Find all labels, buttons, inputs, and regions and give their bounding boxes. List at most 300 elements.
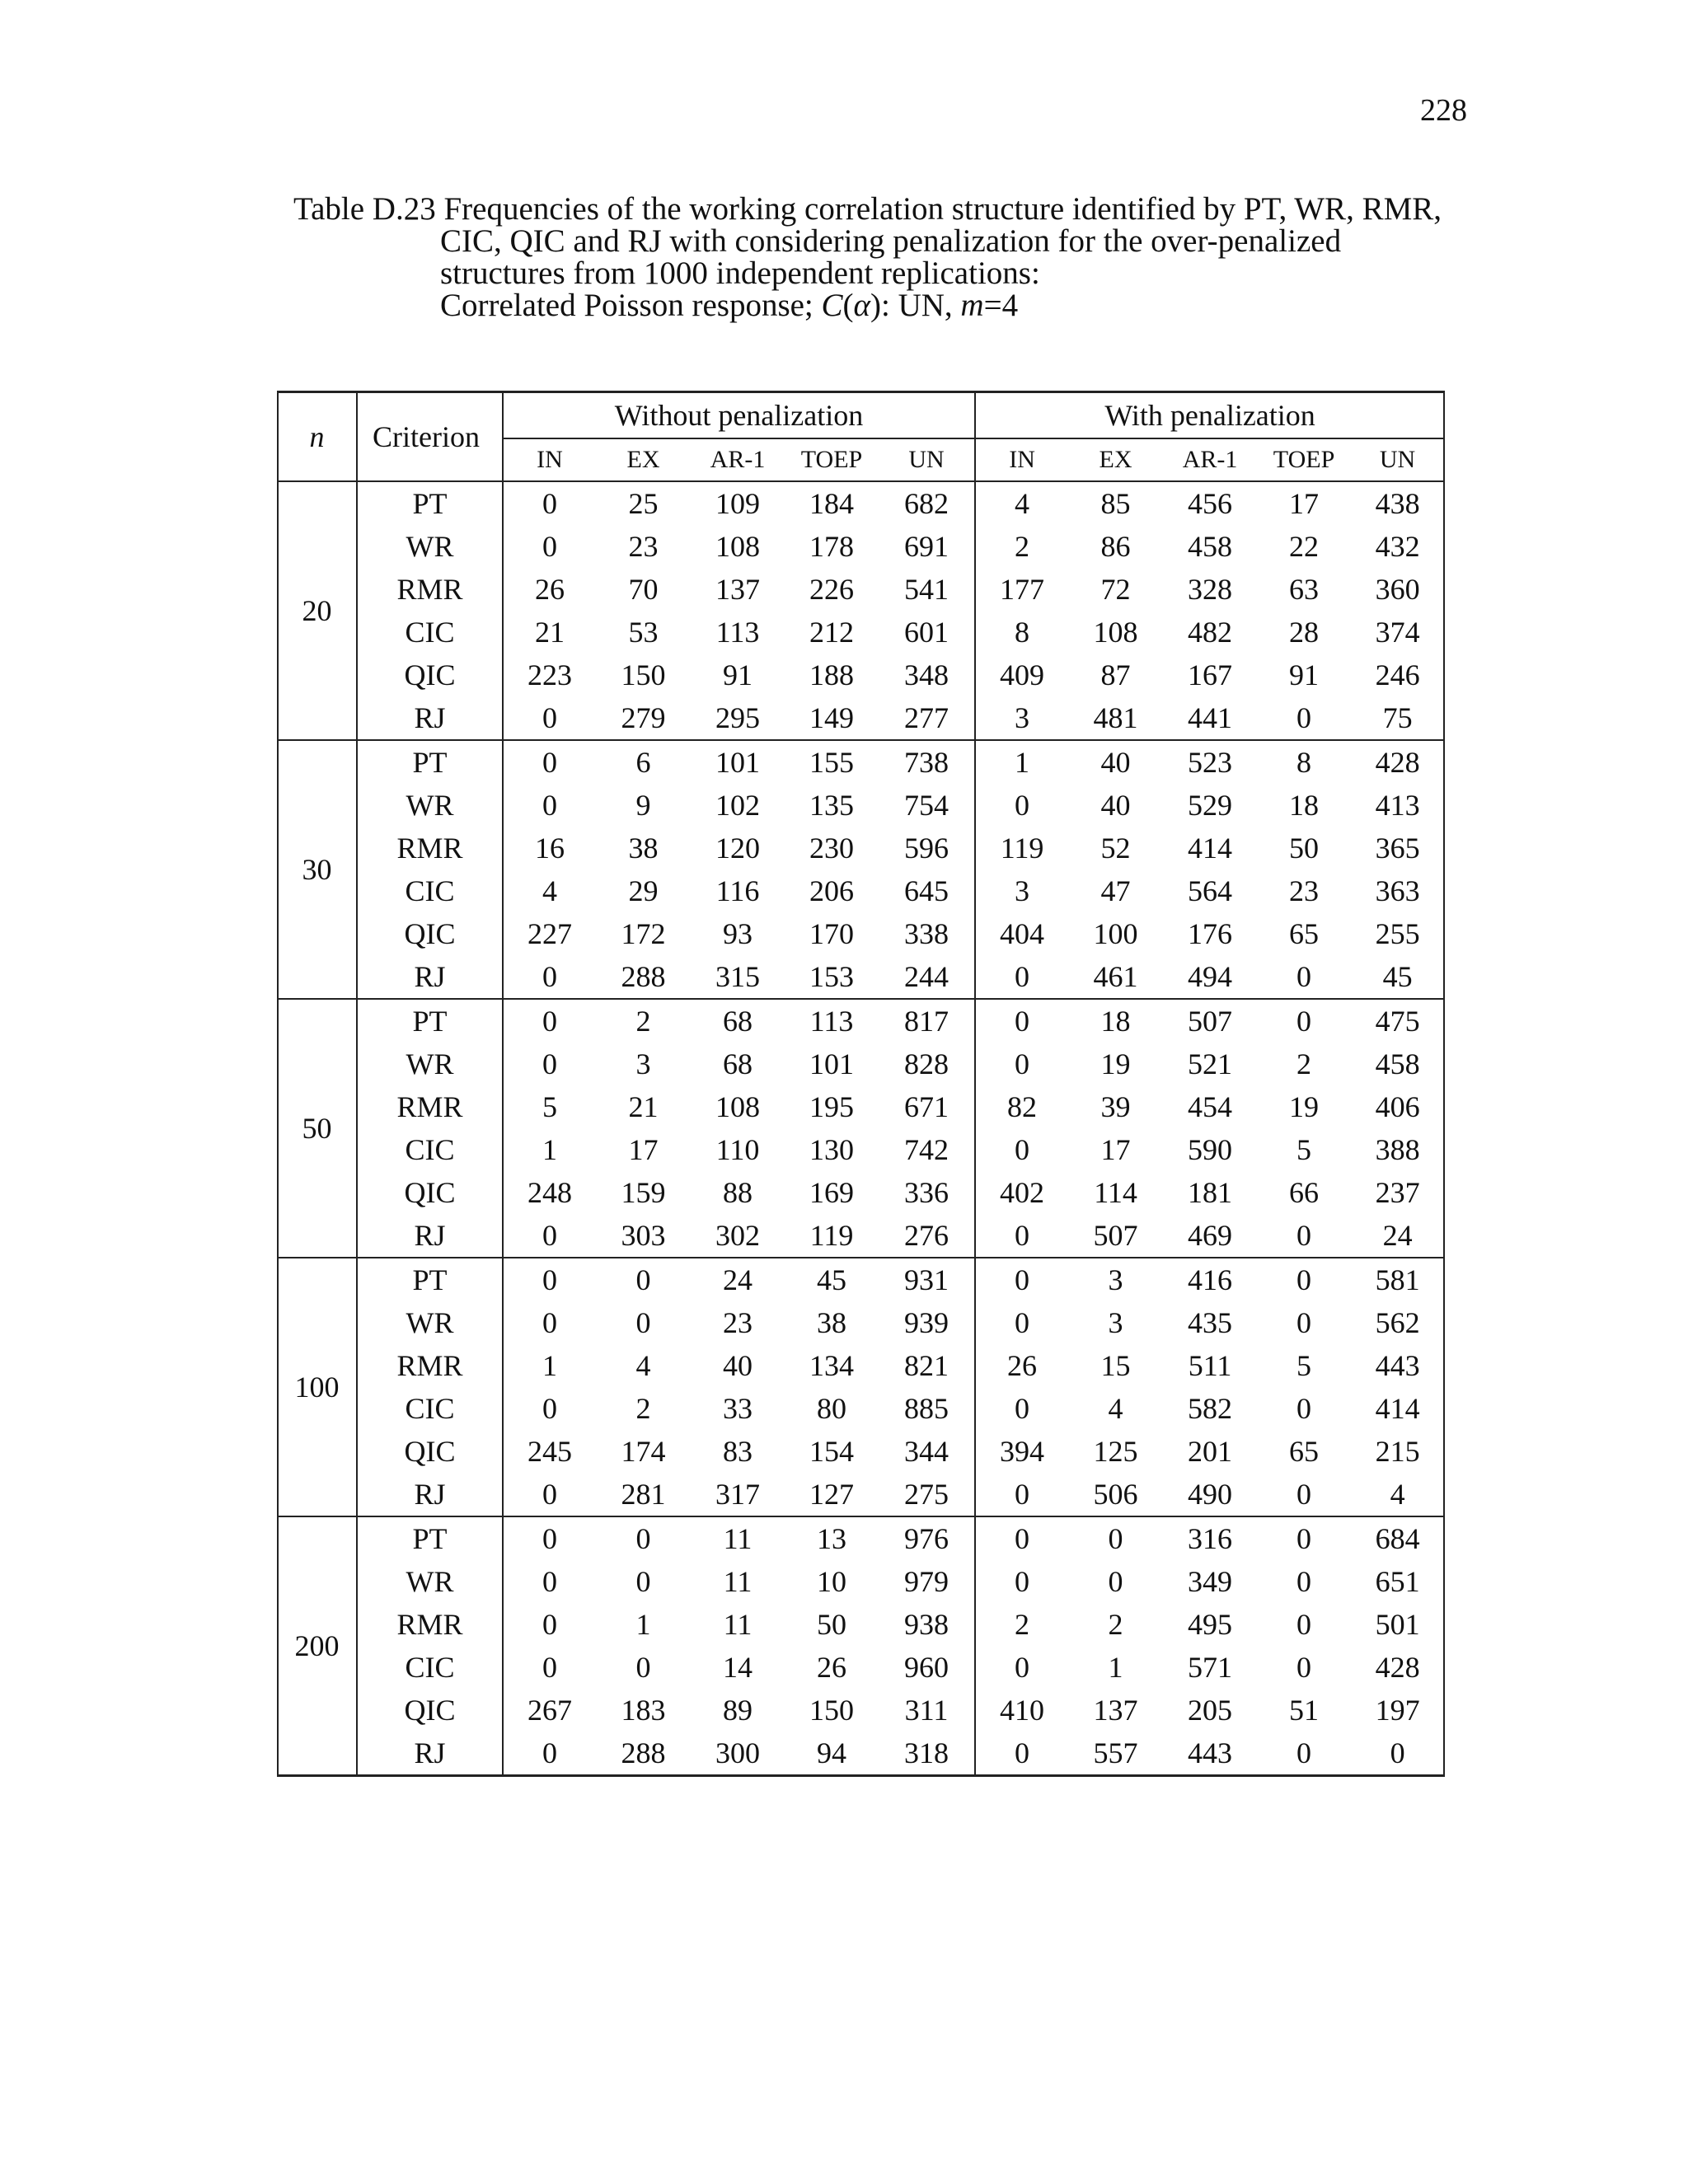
- table-row: [278, 1214, 1444, 1258]
- value-cell: 65: [1289, 1435, 1320, 1468]
- value-cell: 51: [1289, 1694, 1320, 1727]
- value-cell: 2: [635, 1005, 651, 1038]
- value-cell: 394: [1000, 1435, 1045, 1468]
- value-cell: 38: [817, 1306, 846, 1339]
- value-cell: 75: [1351, 696, 1444, 740]
- value-cell: 80: [817, 1392, 846, 1425]
- header-structure-with-ex: EX: [1068, 438, 1163, 481]
- value-cell: 0: [1296, 1263, 1312, 1296]
- value-cell: 24: [723, 1263, 753, 1296]
- table-row: [278, 1085, 1444, 1128]
- value-cell: 2: [1296, 1047, 1312, 1080]
- criterion-cell: QIC: [357, 1430, 503, 1473]
- value-cell: 21: [628, 1090, 659, 1123]
- value-cell: 0: [1296, 1651, 1312, 1684]
- value-cell: 127: [785, 1473, 879, 1516]
- value-cell: 277: [879, 696, 975, 740]
- value-cell: 116: [715, 874, 760, 907]
- table-row: [278, 869, 1444, 912]
- criterion-cell: RMR: [357, 1603, 503, 1646]
- value-cell: 93: [723, 917, 753, 950]
- value-cell: 167: [1188, 658, 1233, 691]
- criterion-cell: PT: [357, 1516, 503, 1560]
- value-cell: 11: [723, 1565, 753, 1598]
- criterion-cell: RJ: [357, 1732, 503, 1775]
- value-cell: 365: [1375, 832, 1420, 865]
- value-cell: 409: [1000, 658, 1045, 691]
- value-cell: 183: [621, 1694, 666, 1727]
- caption-label: Table D.23: [293, 191, 436, 227]
- value-cell: 1: [1015, 746, 1030, 779]
- value-cell: 0: [635, 1651, 651, 1684]
- value-cell: 344: [879, 1430, 975, 1473]
- table-caption: [293, 193, 1480, 321]
- value-cell: 601: [879, 611, 975, 654]
- caption-symbol-m: m: [960, 288, 984, 323]
- value-cell: 490: [1163, 1473, 1257, 1516]
- value-cell: 87: [1100, 658, 1131, 691]
- value-cell: 223: [528, 658, 572, 691]
- value-cell: 0: [1108, 1522, 1123, 1555]
- value-cell: 960: [879, 1646, 975, 1689]
- value-cell: 153: [785, 955, 879, 999]
- value-cell: 288: [596, 955, 691, 999]
- value-cell: 481: [1068, 696, 1163, 740]
- value-cell: 63: [1289, 573, 1320, 606]
- value-cell: 86: [1100, 530, 1131, 563]
- table-row: [278, 912, 1444, 955]
- header-structure-with-un: UN: [1351, 438, 1444, 481]
- value-cell: 230: [809, 832, 854, 865]
- table-row: [278, 1689, 1444, 1732]
- table-row: [278, 955, 1444, 999]
- value-cell: 227: [528, 917, 572, 950]
- value-cell: 0: [635, 1522, 651, 1555]
- table-row: [278, 1258, 1444, 1301]
- criterion-cell: CIC: [357, 611, 503, 654]
- value-cell: 195: [809, 1090, 854, 1123]
- value-cell: 0: [503, 955, 596, 999]
- value-cell: 0: [1257, 696, 1351, 740]
- value-cell: 72: [1100, 573, 1131, 606]
- criterion-cell: WR: [357, 1301, 503, 1344]
- value-cell: 317: [691, 1473, 785, 1516]
- value-cell: 91: [1289, 658, 1320, 691]
- value-cell: 507: [1068, 1214, 1163, 1258]
- table-row: [278, 525, 1444, 568]
- value-cell: 18: [1100, 1005, 1131, 1038]
- value-cell: 50: [817, 1608, 846, 1641]
- value-cell: 469: [1163, 1214, 1257, 1258]
- value-cell: 244: [879, 955, 975, 999]
- caption-line-2: CIC, QIC and RJ with considering penalization for the over-penalized: [440, 223, 1342, 259]
- value-cell: 1: [1108, 1651, 1123, 1684]
- value-cell: 0: [542, 1306, 557, 1339]
- value-cell: 0: [542, 1608, 557, 1641]
- value-cell: 38: [628, 832, 659, 865]
- value-cell: 248: [528, 1176, 572, 1209]
- value-cell: 0: [1257, 955, 1351, 999]
- value-cell: 33: [723, 1392, 753, 1425]
- value-cell: 169: [809, 1176, 854, 1209]
- value-cell: 108: [715, 1090, 760, 1123]
- value-cell: 5: [1296, 1133, 1312, 1166]
- value-cell: 0: [975, 1473, 1068, 1516]
- caption-symbol-alpha: α: [853, 288, 871, 323]
- value-cell: 188: [809, 658, 854, 691]
- value-cell: 65: [1289, 917, 1320, 950]
- value-cell: 181: [1188, 1176, 1233, 1209]
- table-row: [278, 1128, 1444, 1171]
- value-cell: 2: [635, 1392, 651, 1425]
- value-cell: 246: [1375, 658, 1420, 691]
- value-cell: 22: [1289, 530, 1320, 563]
- value-cell: 571: [1188, 1651, 1233, 1684]
- value-cell: 0: [542, 1565, 557, 1598]
- value-cell: 0: [542, 1522, 557, 1555]
- value-cell: 0: [503, 1732, 596, 1775]
- value-cell: 176: [1188, 917, 1233, 950]
- value-cell: 184: [809, 487, 854, 520]
- value-cell: 458: [1188, 530, 1233, 563]
- value-cell: 70: [628, 573, 659, 606]
- value-cell: 172: [621, 917, 666, 950]
- criterion-cell: PT: [357, 1258, 503, 1301]
- frequency-table: [278, 391, 1444, 1776]
- value-cell: 17: [628, 1133, 659, 1166]
- value-cell: 0: [1296, 1565, 1312, 1598]
- value-cell: 110: [715, 1133, 760, 1166]
- value-cell: 119: [1000, 832, 1044, 865]
- value-cell: 3: [975, 696, 1068, 740]
- header-structure-with-in: IN: [975, 438, 1068, 481]
- value-cell: 645: [879, 869, 975, 912]
- value-cell: 501: [1375, 1608, 1420, 1641]
- value-cell: 507: [1188, 1005, 1233, 1038]
- criterion-cell: WR: [357, 1560, 503, 1603]
- value-cell: 201: [1188, 1435, 1233, 1468]
- table-row: [278, 481, 1444, 525]
- value-cell: 134: [809, 1349, 854, 1382]
- criterion-cell: RJ: [357, 1214, 503, 1258]
- criterion-cell: WR: [357, 1043, 503, 1085]
- value-cell: 348: [879, 654, 975, 696]
- value-cell: 682: [879, 481, 975, 525]
- table-row: [278, 1473, 1444, 1516]
- value-cell: 94: [785, 1732, 879, 1775]
- value-cell: 137: [715, 573, 760, 606]
- value-cell: 125: [1093, 1435, 1138, 1468]
- value-cell: 0: [1015, 789, 1030, 822]
- value-cell: 45: [817, 1263, 846, 1296]
- criterion-cell: RMR: [357, 568, 503, 611]
- value-cell: 0: [1015, 1306, 1030, 1339]
- value-cell: 0: [542, 1047, 557, 1080]
- value-cell: 0: [1015, 1565, 1030, 1598]
- value-cell: 137: [1093, 1694, 1138, 1727]
- value-cell: 197: [1375, 1694, 1420, 1727]
- sample-size-cell: 20: [278, 481, 357, 740]
- value-cell: 0: [542, 1392, 557, 1425]
- table-row: [278, 1646, 1444, 1689]
- value-cell: 671: [879, 1085, 975, 1128]
- value-cell: 170: [809, 917, 854, 950]
- value-cell: 3: [1108, 1263, 1123, 1296]
- value-cell: 414: [1188, 832, 1233, 865]
- criterion-cell: RJ: [357, 955, 503, 999]
- criterion-cell: RJ: [357, 1473, 503, 1516]
- value-cell: 14: [723, 1651, 753, 1684]
- value-cell: 0: [542, 530, 557, 563]
- value-cell: 0: [635, 1306, 651, 1339]
- table-row: [278, 1516, 1444, 1560]
- value-cell: 494: [1163, 955, 1257, 999]
- value-cell: 15: [1100, 1349, 1131, 1382]
- value-cell: 0: [542, 1263, 557, 1296]
- value-cell: 432: [1375, 530, 1420, 563]
- value-cell: 742: [879, 1128, 975, 1171]
- value-cell: 40: [723, 1349, 753, 1382]
- value-cell: 150: [621, 658, 666, 691]
- value-cell: 684: [1375, 1522, 1420, 1555]
- value-cell: 205: [1188, 1694, 1233, 1727]
- value-cell: 159: [621, 1176, 666, 1209]
- value-cell: 29: [628, 874, 659, 907]
- value-cell: 40: [1100, 789, 1131, 822]
- value-cell: 11: [723, 1522, 753, 1555]
- value-cell: 691: [879, 525, 975, 568]
- table-row: [278, 740, 1444, 784]
- value-cell: 388: [1375, 1133, 1420, 1166]
- value-cell: 4: [1351, 1473, 1444, 1516]
- value-cell: 5: [542, 1090, 557, 1123]
- value-cell: 28: [1289, 616, 1320, 649]
- value-cell: 19: [1100, 1047, 1131, 1080]
- value-cell: 1: [542, 1133, 557, 1166]
- value-cell: 349: [1188, 1565, 1233, 1598]
- value-cell: 435: [1188, 1306, 1233, 1339]
- value-cell: 0: [975, 955, 1068, 999]
- header-row-groups: [278, 392, 1444, 438]
- value-cell: 174: [621, 1435, 666, 1468]
- value-cell: 17: [1289, 487, 1320, 520]
- value-cell: 295: [691, 696, 785, 740]
- value-cell: 416: [1188, 1263, 1233, 1296]
- value-cell: 402: [1000, 1176, 1045, 1209]
- value-cell: 0: [1351, 1732, 1444, 1775]
- criterion-cell: RJ: [357, 696, 503, 740]
- table-row: [278, 1301, 1444, 1344]
- value-cell: 16: [535, 832, 565, 865]
- criterion-cell: WR: [357, 525, 503, 568]
- value-cell: 18: [1289, 789, 1320, 822]
- criterion-cell: QIC: [357, 1689, 503, 1732]
- value-cell: 438: [1375, 487, 1420, 520]
- table-row: [278, 1171, 1444, 1214]
- value-cell: 0: [503, 1214, 596, 1258]
- value-cell: 0: [542, 1005, 557, 1038]
- sample-size-cell: 100: [278, 1258, 357, 1516]
- value-cell: 154: [809, 1435, 854, 1468]
- value-cell: 279: [596, 696, 691, 740]
- value-cell: 88: [723, 1176, 753, 1209]
- value-cell: 108: [715, 530, 760, 563]
- value-cell: 0: [1296, 1306, 1312, 1339]
- value-cell: 255: [1375, 917, 1420, 950]
- sample-size-cell: 50: [278, 999, 357, 1258]
- value-cell: 541: [879, 568, 975, 611]
- value-cell: 754: [879, 784, 975, 827]
- value-cell: 939: [879, 1301, 975, 1344]
- value-cell: 458: [1375, 1047, 1420, 1080]
- value-cell: 363: [1375, 874, 1420, 907]
- value-cell: 2: [1015, 530, 1030, 563]
- value-cell: 0: [1015, 1133, 1030, 1166]
- value-cell: 50: [1289, 832, 1320, 865]
- page-number: 228: [1420, 93, 1467, 128]
- header-structure-without-ar-1: AR-1: [691, 438, 785, 481]
- criterion-cell: PT: [357, 740, 503, 784]
- table-row: [278, 1043, 1444, 1085]
- value-cell: 0: [542, 746, 557, 779]
- table-row: [278, 568, 1444, 611]
- table-row: [278, 1732, 1444, 1775]
- header-structure-without-un: UN: [879, 438, 975, 481]
- caption-line-4-suffix: =4: [983, 288, 1019, 323]
- value-cell: 3: [1108, 1306, 1123, 1339]
- value-cell: 130: [809, 1133, 854, 1166]
- value-cell: 374: [1375, 616, 1420, 649]
- value-cell: 0: [975, 1732, 1068, 1775]
- criterion-cell: CIC: [357, 1646, 503, 1689]
- value-cell: 212: [809, 616, 854, 649]
- value-cell: 237: [1375, 1176, 1420, 1209]
- table-row: [278, 827, 1444, 869]
- value-cell: 0: [1257, 1473, 1351, 1516]
- value-cell: 410: [1000, 1694, 1045, 1727]
- value-cell: 0: [975, 1214, 1068, 1258]
- value-cell: 25: [628, 487, 659, 520]
- value-cell: 17: [1100, 1133, 1131, 1166]
- value-cell: 21: [535, 616, 565, 649]
- value-cell: 11: [723, 1608, 753, 1641]
- sample-size-cell: 200: [278, 1516, 357, 1775]
- table-row: [278, 654, 1444, 696]
- criterion-cell: PT: [357, 999, 503, 1043]
- value-cell: 120: [715, 832, 760, 865]
- header-with-penalization: With penalization: [975, 392, 1444, 438]
- value-cell: 13: [817, 1522, 846, 1555]
- value-cell: 0: [1015, 1392, 1030, 1425]
- header-criterion: Criterion: [357, 392, 503, 481]
- value-cell: 288: [596, 1732, 691, 1775]
- value-cell: 276: [879, 1214, 975, 1258]
- header-structure-without-toep: TOEP: [785, 438, 879, 481]
- table-row: [278, 1430, 1444, 1473]
- value-cell: 523: [1188, 746, 1233, 779]
- value-cell: 150: [809, 1694, 854, 1727]
- value-cell: 68: [723, 1047, 753, 1080]
- value-cell: 8: [1296, 746, 1312, 779]
- value-cell: 817: [879, 999, 975, 1043]
- value-cell: 315: [691, 955, 785, 999]
- caption-line-4: [293, 289, 1480, 321]
- caption-symbol-c: C: [821, 288, 843, 323]
- value-cell: 0: [1015, 1047, 1030, 1080]
- value-cell: 338: [879, 912, 975, 955]
- value-cell: 4: [1015, 487, 1030, 520]
- value-cell: 564: [1188, 874, 1233, 907]
- value-cell: 0: [503, 696, 596, 740]
- value-cell: 89: [723, 1694, 753, 1727]
- criterion-cell: CIC: [357, 1128, 503, 1171]
- value-cell: 582: [1188, 1392, 1233, 1425]
- caption-paren-close: ): UN,: [870, 288, 961, 323]
- value-cell: 976: [879, 1516, 975, 1560]
- value-cell: 245: [528, 1435, 572, 1468]
- value-cell: 475: [1375, 1005, 1420, 1038]
- value-cell: 1: [635, 1608, 651, 1641]
- value-cell: 303: [596, 1214, 691, 1258]
- value-cell: 406: [1375, 1090, 1420, 1123]
- value-cell: 506: [1068, 1473, 1163, 1516]
- value-cell: 443: [1163, 1732, 1257, 1775]
- value-cell: 113: [809, 1005, 854, 1038]
- table-row: [278, 1603, 1444, 1646]
- value-cell: 0: [1296, 1005, 1312, 1038]
- value-cell: 9: [635, 789, 651, 822]
- criterion-cell: WR: [357, 784, 503, 827]
- value-cell: 114: [1094, 1176, 1137, 1209]
- value-cell: 0: [542, 487, 557, 520]
- caption-line-1: [293, 193, 1480, 225]
- value-cell: 562: [1375, 1306, 1420, 1339]
- value-cell: 318: [879, 1732, 975, 1775]
- value-cell: 1: [542, 1349, 557, 1382]
- value-cell: 178: [809, 530, 854, 563]
- value-cell: 109: [715, 487, 760, 520]
- value-cell: 119: [785, 1214, 879, 1258]
- value-cell: 215: [1375, 1435, 1420, 1468]
- value-cell: 113: [715, 616, 760, 649]
- value-cell: 938: [879, 1603, 975, 1646]
- header-structure-without-ex: EX: [596, 438, 691, 481]
- value-cell: 23: [1289, 874, 1320, 907]
- value-cell: 177: [1000, 573, 1045, 606]
- value-cell: 82: [1007, 1090, 1038, 1123]
- value-cell: 581: [1375, 1263, 1420, 1296]
- header-n: n: [278, 392, 357, 481]
- value-cell: 557: [1068, 1732, 1163, 1775]
- criterion-cell: CIC: [357, 869, 503, 912]
- value-cell: 26: [535, 573, 565, 606]
- value-cell: 0: [503, 1473, 596, 1516]
- table-row: [278, 1560, 1444, 1603]
- value-cell: 0: [635, 1263, 651, 1296]
- value-cell: 413: [1375, 789, 1420, 822]
- value-cell: 2: [1108, 1608, 1123, 1641]
- value-cell: 83: [723, 1435, 753, 1468]
- header-without-penalization: Without penalization: [503, 392, 975, 438]
- value-cell: 102: [715, 789, 760, 822]
- value-cell: 24: [1351, 1214, 1444, 1258]
- value-cell: 53: [628, 616, 659, 649]
- value-cell: 511: [1188, 1349, 1232, 1382]
- table-row: [278, 784, 1444, 827]
- value-cell: 316: [1188, 1522, 1233, 1555]
- value-cell: 590: [1188, 1133, 1233, 1166]
- value-cell: 931: [879, 1258, 975, 1301]
